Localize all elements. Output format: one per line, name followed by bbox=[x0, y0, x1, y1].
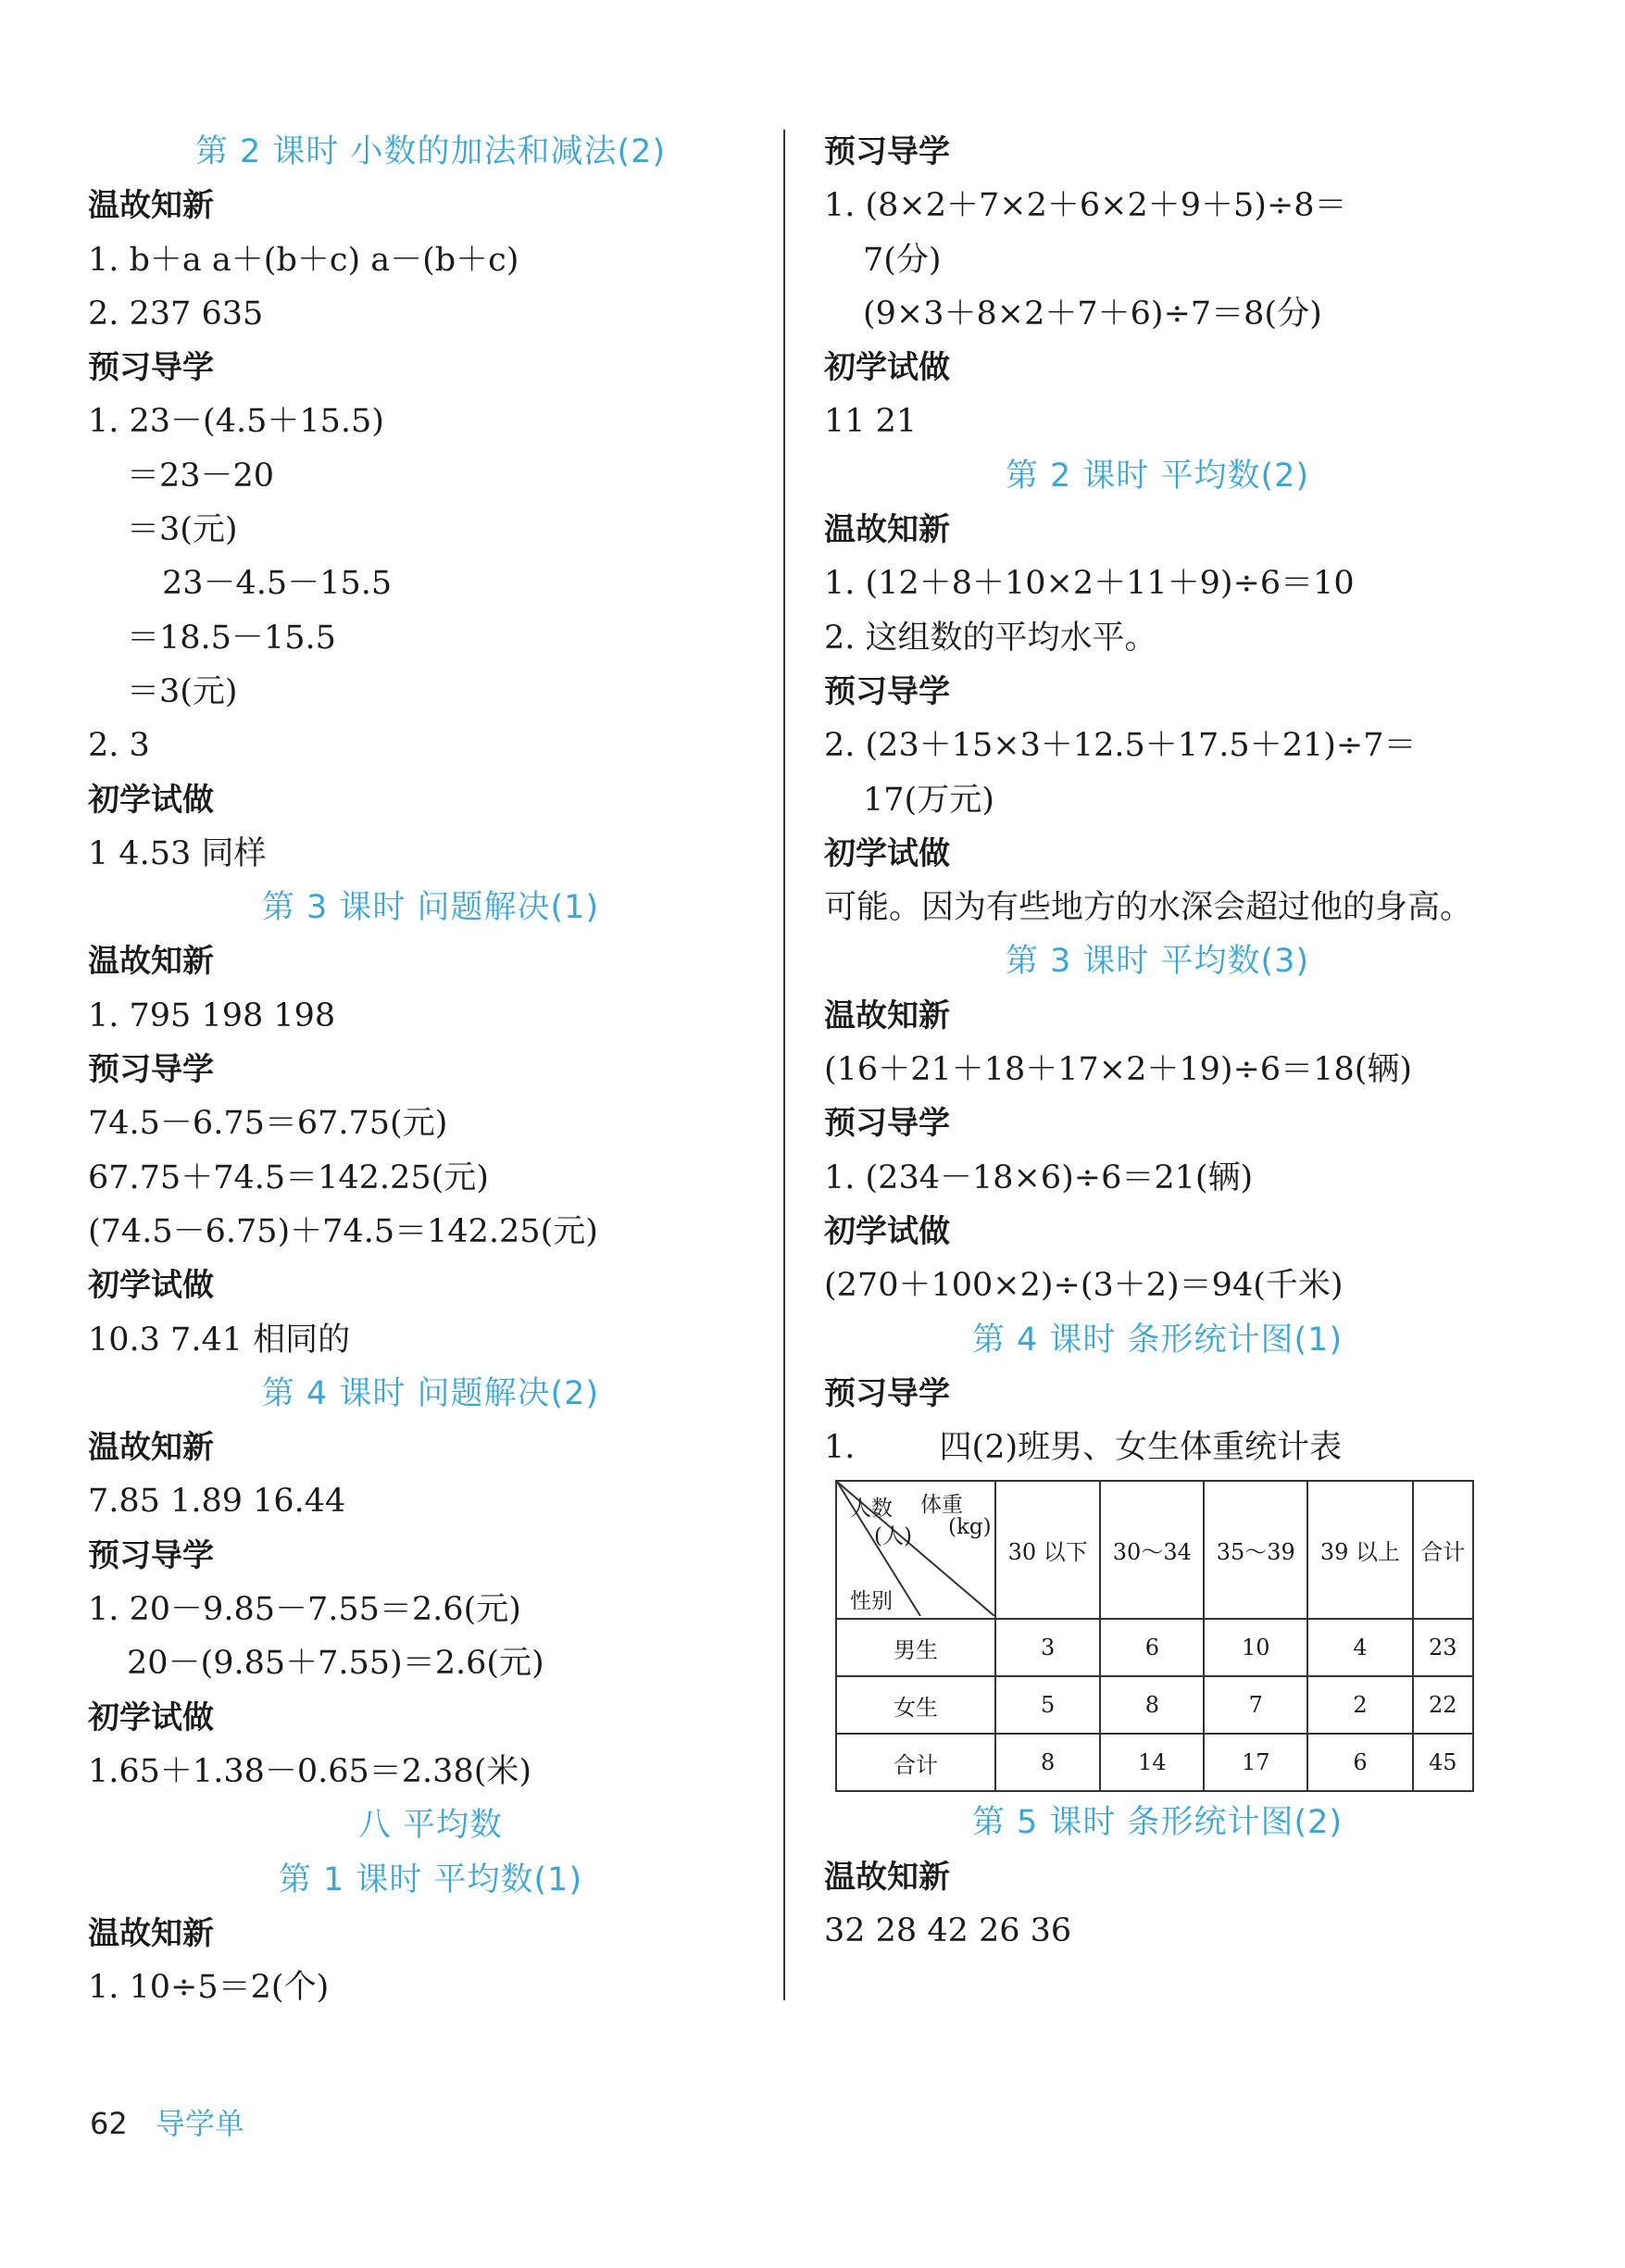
subheading: 温故知新 bbox=[88, 1914, 214, 1952]
table-cell: 10 bbox=[1204, 1619, 1307, 1676]
subheading: 温故知新 bbox=[824, 511, 950, 549]
subheading: 初学试做 bbox=[824, 349, 950, 387]
answer-line: 1. 10÷5＝2(个) bbox=[88, 1969, 330, 2007]
page-footer bbox=[90, 2100, 244, 2143]
table-caption-line bbox=[824, 1421, 1491, 1474]
subheading: 预习导学 bbox=[88, 1536, 214, 1574]
answer-line: 32 28 42 26 36 bbox=[824, 1912, 1072, 1950]
answer-line: ＝3(元) bbox=[127, 511, 238, 549]
column-header: 合计 bbox=[1413, 1481, 1473, 1619]
subheading: 预习导学 bbox=[824, 1374, 950, 1412]
table-cell: 4 bbox=[1307, 1619, 1412, 1676]
section-title: 第 2 课时 小数的加法和减法(2) bbox=[194, 133, 667, 170]
subheading: 温故知新 bbox=[824, 996, 950, 1034]
table-cell: 22 bbox=[1413, 1676, 1473, 1734]
subheading: 温故知新 bbox=[824, 1858, 950, 1896]
table-cell: 23 bbox=[1413, 1619, 1473, 1676]
answer-line: (74.5－6.75)＋74.5＝142.25(元) bbox=[88, 1212, 598, 1250]
column-header: 30～34 bbox=[1100, 1481, 1204, 1619]
subheading: 初学试做 bbox=[88, 1267, 214, 1305]
subheading: 初学试做 bbox=[88, 1698, 214, 1736]
answer-line: 1 4.53 同样 bbox=[88, 834, 267, 872]
subheading: 初学试做 bbox=[88, 781, 214, 819]
answer-line: 2. 3 bbox=[88, 727, 150, 765]
table-cell: 45 bbox=[1413, 1734, 1473, 1791]
right-column bbox=[824, 125, 1491, 1958]
subheading: 预习导学 bbox=[824, 672, 950, 710]
section-title: 第 2 课时 平均数(2) bbox=[1005, 457, 1310, 495]
answer-line: ＝3(元) bbox=[127, 672, 238, 710]
left-column bbox=[88, 125, 773, 2014]
answer-line: 1. 795 198 198 bbox=[88, 996, 336, 1034]
answer-line: 1. (12＋8＋10×2＋11＋9)÷6＝10 bbox=[824, 565, 1355, 603]
table-row bbox=[836, 1676, 1473, 1734]
answer-paragraph: 可能。因为有些地方的水深会超过他的身高。 bbox=[824, 889, 1473, 927]
answer-line: (16＋21＋18＋17×2＋19)÷6＝18(辆) bbox=[824, 1051, 1413, 1089]
answer-line: 17(万元) bbox=[863, 781, 994, 819]
subheading: 预习导学 bbox=[824, 133, 950, 170]
diag-top-label: 体重 bbox=[920, 1493, 963, 1518]
row-label: 男生 bbox=[836, 1619, 995, 1676]
row-label: 合计 bbox=[836, 1734, 995, 1791]
page-number: 62 bbox=[90, 2106, 128, 2141]
diag-left-label: 人数 bbox=[850, 1497, 893, 1522]
table-cell: 17 bbox=[1204, 1734, 1307, 1791]
table-cell: 2 bbox=[1307, 1676, 1412, 1734]
answer-line: 1. (8×2＋7×2＋6×2＋9＋5)÷8＝ bbox=[824, 187, 1347, 225]
answer-line: ＝23－20 bbox=[127, 457, 275, 495]
footer-brand: 导学单 bbox=[155, 2106, 244, 2141]
answer-line: 1. (234－18×6)÷6＝21(辆) bbox=[824, 1159, 1254, 1197]
table-cell: 8 bbox=[995, 1734, 1100, 1791]
answer-line: 1. b＋a a＋(b＋c) a－(b＋c) bbox=[88, 241, 519, 279]
table-cell: 7 bbox=[1204, 1676, 1307, 1734]
weight-stat-table bbox=[835, 1480, 1474, 1792]
answer-line: 1. 20－9.85－7.55＝2.6(元) bbox=[88, 1591, 521, 1629]
answer-line: 10.3 7.41 相同的 bbox=[88, 1321, 351, 1359]
table-cell: 8 bbox=[1100, 1676, 1204, 1734]
column-header: 39 以上 bbox=[1307, 1481, 1412, 1619]
section-title: 第 4 课时 条形统计图(1) bbox=[971, 1321, 1344, 1359]
table-row bbox=[836, 1734, 1473, 1791]
row-label: 女生 bbox=[836, 1676, 995, 1734]
answer-line: 1.65＋1.38－0.65＝2.38(米) bbox=[88, 1752, 532, 1790]
subheading: 预习导学 bbox=[824, 1105, 950, 1143]
item-number: 1. bbox=[824, 1429, 856, 1467]
column-header: 30 以下 bbox=[995, 1481, 1100, 1619]
answer-line: 1. 23－(4.5＋15.5) bbox=[88, 403, 384, 441]
table-cell: 6 bbox=[1307, 1734, 1412, 1791]
answer-line: 2. (23＋15×3＋12.5＋17.5＋21)÷7＝ bbox=[824, 727, 1417, 765]
section-title: 第 5 课时 条形统计图(2) bbox=[971, 1804, 1344, 1842]
table-row bbox=[836, 1619, 1473, 1676]
answer-line: (270＋100×2)÷(3＋2)＝94(千米) bbox=[824, 1267, 1344, 1305]
answer-line: 74.5－6.75＝67.75(元) bbox=[88, 1105, 448, 1143]
subheading: 温故知新 bbox=[88, 943, 214, 981]
diag-left-unit: (人) bbox=[874, 1524, 912, 1549]
answer-line: 7.85 1.89 16.44 bbox=[88, 1483, 346, 1521]
section-title: 第 3 课时 问题解决(1) bbox=[261, 889, 600, 927]
answer-line: 2. 这组数的平均水平。 bbox=[824, 619, 1157, 657]
section-title: 第 1 课时 平均数(1) bbox=[278, 1861, 583, 1898]
column-header: 35～39 bbox=[1204, 1481, 1307, 1619]
answer-line: ＝18.5－15.5 bbox=[127, 619, 336, 657]
subheading: 预习导学 bbox=[88, 349, 214, 387]
column-divider bbox=[783, 130, 785, 2000]
subheading: 温故知新 bbox=[88, 1429, 214, 1467]
table-caption: 四(2)班男、女生体重统计表 bbox=[939, 1429, 1343, 1467]
answer-line: 2. 237 635 bbox=[88, 294, 264, 332]
answer-line: 11 21 bbox=[824, 403, 918, 441]
subheading: 预习导学 bbox=[88, 1051, 214, 1089]
unit-title: 八 平均数 bbox=[357, 1807, 504, 1845]
table-header-row bbox=[836, 1481, 1473, 1619]
diagonal-header-cell bbox=[836, 1481, 995, 1619]
subheading: 初学试做 bbox=[824, 834, 950, 872]
table-cell: 3 bbox=[995, 1619, 1100, 1676]
diag-unit-label: (kg) bbox=[948, 1515, 992, 1540]
table-cell: 5 bbox=[995, 1676, 1100, 1734]
answer-line: 23－4.5－15.5 bbox=[162, 565, 393, 603]
section-title: 第 3 课时 平均数(3) bbox=[1005, 943, 1310, 981]
table-cell: 14 bbox=[1100, 1734, 1204, 1791]
diag-bottom-label: 性别 bbox=[850, 1589, 893, 1614]
answer-line: 7(分) bbox=[863, 241, 942, 279]
table-cell: 6 bbox=[1100, 1619, 1204, 1676]
answer-line: 20－(9.85＋7.55)＝2.6(元) bbox=[127, 1645, 544, 1683]
answer-line: 67.75＋74.5＝142.25(元) bbox=[88, 1159, 489, 1197]
subheading: 温故知新 bbox=[88, 187, 214, 225]
subheading: 初学试做 bbox=[824, 1212, 950, 1250]
answer-line: (9×3＋8×2＋7＋6)÷7＝8(分) bbox=[863, 294, 1322, 332]
section-title: 第 4 课时 问题解决(2) bbox=[261, 1374, 600, 1412]
